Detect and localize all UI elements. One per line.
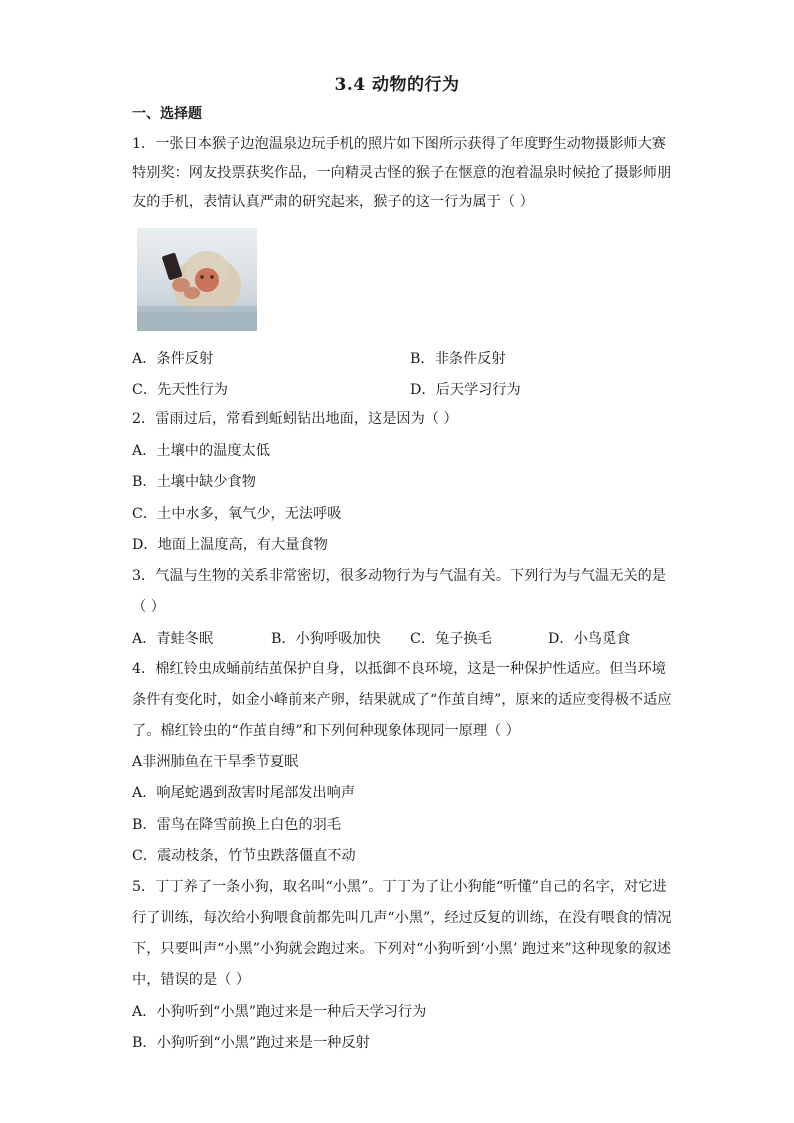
q5-line-2: 行了训练，每次给小狗喂食前都先叫几声“小黑”，经过反复的训练，在没有喂食的情况 bbox=[132, 910, 672, 926]
q3-option-d: D．小鸟觅食 bbox=[548, 631, 631, 647]
q2-option-b: B．土壤中缺少食物 bbox=[132, 474, 256, 490]
q1-line-1: 1．一张日本猴子边泡温泉边玩手机的照片如下图所示获得了年度野生动物摄影师大赛 bbox=[132, 136, 666, 152]
monkey-photo-image bbox=[137, 228, 257, 331]
page-title: 3.4 动物的行为 bbox=[334, 75, 460, 95]
q4-option-c: C．震动枝条，竹节虫跌落僵直不动 bbox=[132, 848, 356, 864]
q2-option-a: A．土壤中的温度太低 bbox=[132, 443, 270, 459]
q1-line-2: 特别奖：网友投票获奖作品，一向精灵古怪的猴子在惬意的泡着温泉时候抢了摄影师朋 bbox=[132, 165, 672, 181]
q4-option-b: B．雷鸟在降雪前换上白色的羽毛 bbox=[132, 817, 342, 833]
q2-line-1: 2．雷雨过后，常看到蚯蚓钻出地面，这是因为（ ） bbox=[132, 411, 458, 427]
q1-line-3: 友的手机，表情认真严肃的研究起来，猴子的这一行为属于（ ） bbox=[132, 194, 534, 210]
q1-option-b: B．非条件反射 bbox=[410, 351, 506, 367]
q4-line-3: 了。棉红铃虫的“作茧自缚”和下列何种现象体现同一原理（ ） bbox=[132, 723, 520, 739]
q3-option-c: C．兔子换毛 bbox=[410, 631, 492, 647]
q5-option-a: A．小狗听到“小黑”跑过来是一种后天学习行为 bbox=[132, 1004, 427, 1020]
monkey-phone-photo bbox=[137, 228, 257, 331]
q5-line-1: 5．丁丁养了一条小狗，取名叫“小黑”。丁丁为了让小狗能“听懂”自己的名字，对它进 bbox=[132, 879, 667, 895]
q1-option-c: C．先天性行为 bbox=[132, 382, 228, 398]
q4-line-2: 条件有变化时，如金小峰前来产卵，结果就成了“作茧自缚”，原来的适应变得极不适应 bbox=[132, 692, 672, 708]
q3-option-b: B．小狗呼吸加快 bbox=[271, 631, 381, 647]
q3-option-a: A．青蛙冬眠 bbox=[132, 631, 214, 647]
q5-line-3: 下，只要叫声“小黑”小狗就会跑过来。下列对“小狗听到‘小黑’ 跑过来”这种现象的叙述 bbox=[132, 941, 672, 957]
q1-option-d: D．后天学习行为 bbox=[410, 382, 521, 398]
q3-line-1: 3．气温与生物的关系非常密切，很多动物行为与气温有关。下列行为与气温无关的是 bbox=[132, 568, 666, 584]
q4-option-a: A．响尾蛇遇到敌害时尾部发出响声 bbox=[132, 785, 356, 801]
q5-line-4: 中，错误的是（ ） bbox=[132, 972, 251, 988]
q1-option-a: A．条件反射 bbox=[132, 351, 214, 367]
q3-line-2: （ ） bbox=[132, 599, 165, 615]
q2-option-d: D．地面上温度高，有大量食物 bbox=[132, 537, 328, 553]
q4-option-1: A非洲肺鱼在干旱季节夏眠 bbox=[132, 754, 299, 770]
q5-option-b: B．小狗听到“小黑”跑过来是一种反射 bbox=[132, 1035, 370, 1051]
q4-line-1: 4．棉红铃虫成蛹前结茧保护自身，以抵御不良环境，这是一种保护性适应。但当环境 bbox=[132, 661, 666, 677]
section-heading: 一、选择题 bbox=[132, 106, 202, 122]
q2-option-c: C．土中水多，氧气少，无法呼吸 bbox=[132, 506, 342, 522]
